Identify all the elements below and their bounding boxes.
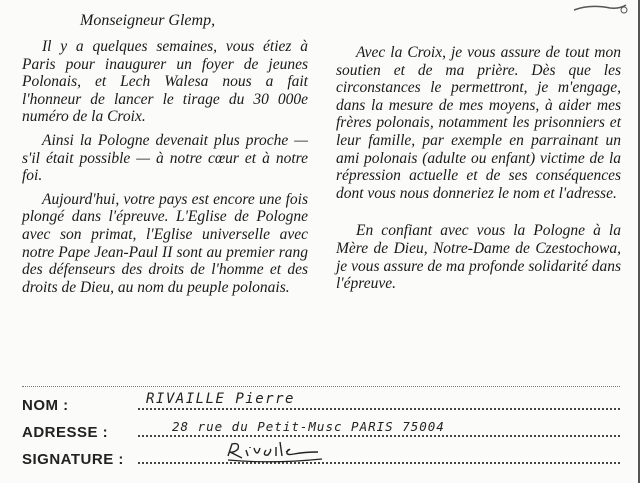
left-column: [22, 6, 308, 302]
reply-form: [22, 386, 620, 468]
signature-row: [22, 441, 620, 468]
address-label: ADRESSE :: [22, 424, 109, 441]
name-row: [22, 387, 620, 414]
paragraph-intro: Il y a quelques semaines, vous étiez à Paris pour inaugurer un foyer de jeunes Polonais, et Lech Walesa nous a fait l'honneur de lancer le tirage du 30 000e numéro de la Croix.: [22, 38, 308, 126]
right-column: [336, 6, 621, 301]
salutation: Monseigneur Glemp,: [80, 12, 216, 29]
signature-scribble-icon: [222, 438, 332, 464]
paragraph-solidarite: En confiant avec vous la Pologne à la Mère de Dieu, Notre-Dame de Czestochowa, je vous assure de ma profonde solidarité dans l'épreuve.: [336, 222, 621, 293]
address-row: [22, 414, 620, 441]
paragraph-epreuve: Aujourd'hui, votre pays est encore une fois plongé dans l'épreuve. L'Eglise de Pologne avec son primat, l'Eglise universelle avec notre Pape Jean-Paul II sont au premier rang des défenseurs des droits de l'homme et des droits de Dieu, au nom du peuple polonais.: [22, 190, 308, 296]
paragraph-pologne: Ainsi la Pologne devenait plus proche — s'il était possible — à notre cœur et à notre foi.: [22, 131, 308, 185]
address-field[interactable]: [138, 415, 620, 437]
name-label: NOM :: [22, 397, 69, 414]
name-value: RIVAILLE Pierre: [146, 391, 295, 407]
signature-label: SIGNATURE :: [22, 451, 124, 468]
paragraph-engagement: Avec la Croix, je vous assure de tout mon soutien et de ma prière. Dès que les circonstances le permettront, je m'engage, dans la mesure de mes moyens, à aider mes frères polonais, notamment les prisonniers et leur famille, par exemple en parrainant un ami polonais (adulte ou enfant) victime de la répression actuelle et de ses conséquences dont vous nous donneriez le nom et l'adresse.: [336, 44, 621, 202]
signature-field[interactable]: [138, 442, 620, 464]
name-field[interactable]: [138, 388, 620, 410]
address-value: 28 rue du Petit-Musc PARIS 75004: [172, 419, 445, 434]
